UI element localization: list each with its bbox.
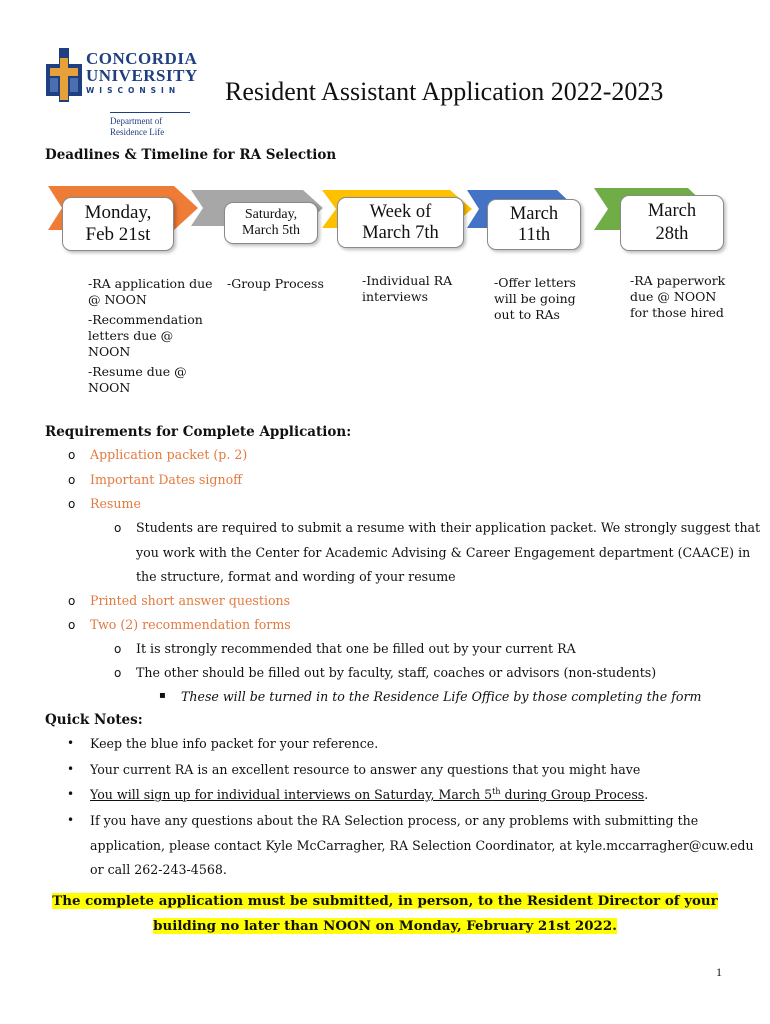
dept-line2: Residence Life xyxy=(110,127,165,137)
step-3-note: -Individual RA interviews xyxy=(362,273,453,304)
circle-bullet-icon: o xyxy=(114,642,122,656)
step-1-notes xyxy=(88,276,218,400)
step-4-label2: 11th xyxy=(517,224,551,245)
circle-bullet-icon: o xyxy=(114,666,122,680)
timeline-step-1 xyxy=(62,197,174,251)
disc-bullet-icon: • xyxy=(67,736,75,750)
resume-subitem-line2: you work with the Center for Academic Advising & Career Engagement department (CAACE) in xyxy=(136,545,751,560)
final-notice-line1 xyxy=(0,893,770,909)
disc-bullet-icon: • xyxy=(67,813,75,827)
circle-bullet-icon: o xyxy=(68,448,76,462)
requirement-item: Application packet (p. 2) xyxy=(90,447,248,462)
square-bullet-icon: ▪ xyxy=(159,690,166,701)
step-2-note: -Group Process xyxy=(227,276,324,291)
logo-wordmark xyxy=(86,50,198,96)
quick-note-interviews xyxy=(90,787,648,802)
step-2-label2: March 5th xyxy=(242,223,300,238)
step-2-notes xyxy=(227,276,337,296)
resume-subitem-line1: Students are required to submit a resume with their application packet. We strongly suggest that xyxy=(136,520,761,535)
step-1-note: -Resume due @ NOON xyxy=(88,364,187,395)
quick-notes-heading: Quick Notes: xyxy=(45,712,143,728)
step-5-label2: 28th xyxy=(655,224,689,244)
step-4-note: -Offer letters will be going out to RAs xyxy=(494,275,576,322)
step-1-note: -Recommendation letters due @ NOON xyxy=(88,312,203,359)
quick-note: Keep the blue info packet for your reference. xyxy=(90,736,379,751)
note3-end: . xyxy=(644,787,649,803)
circle-bullet-icon: o xyxy=(68,618,76,632)
university-logo xyxy=(44,44,198,137)
requirement-item: Two (2) recommendation forms xyxy=(90,617,291,632)
timeline-step-2 xyxy=(224,202,318,244)
quick-note: Your current RA is an excellent resource to answer any questions that you might have xyxy=(90,762,641,777)
page-number: 1 xyxy=(716,965,722,979)
step-1-label1: Monday, xyxy=(84,202,152,223)
final-notice-text2: building no later than NOON on Monday, February 21st 2022. xyxy=(153,918,617,934)
recommendation-subitem: The other should be filled out by faculty, staff, coaches or advisors (non-students) xyxy=(136,665,657,680)
logo-department xyxy=(110,112,190,138)
circle-bullet-icon: o xyxy=(68,594,76,608)
requirement-item: Printed short answer questions xyxy=(90,593,291,608)
note3-pre: You will sign up for individual interviews on Saturday, March 5 xyxy=(90,787,493,803)
recommendation-note: These will be turned in to the Residence Life Office by those completing the form xyxy=(181,689,702,704)
quick-note-line1: If you have any questions about the RA Selection process, or any problems with submitting the xyxy=(90,813,699,828)
requirement-item: Resume xyxy=(90,496,141,511)
cross-shield-icon xyxy=(44,46,84,104)
disc-bullet-icon: • xyxy=(67,762,75,776)
quick-note-line3: or call 262-243-4568. xyxy=(90,862,227,877)
step-1-label2: Feb 21st xyxy=(85,224,151,245)
step-3-notes xyxy=(362,273,462,309)
step-3-label1: Week of xyxy=(369,201,432,222)
timeline-step-5 xyxy=(620,195,724,251)
step-4-label1: March xyxy=(509,203,559,224)
step-4-notes xyxy=(494,275,594,327)
resume-subitem-line3: the structure, format and wording of your resume xyxy=(136,569,456,584)
timeline-step-3 xyxy=(337,197,464,248)
step-2-label1: Saturday, xyxy=(244,207,298,222)
logo-line1: CONCORDIA xyxy=(86,49,198,68)
logo-line2: UNIVERSITY xyxy=(86,66,198,85)
step-3-label2: March 7th xyxy=(362,222,439,243)
circle-bullet-icon: o xyxy=(68,473,76,487)
final-notice-text1: The complete application must be submitted, in person, to the Resident Director of your xyxy=(52,893,718,909)
step-5-label1: March xyxy=(647,201,697,221)
dept-line1: Department of xyxy=(110,116,163,126)
timeline-step-4 xyxy=(487,199,581,250)
requirement-item: Important Dates signoff xyxy=(90,472,243,487)
recommendation-subitem: It is strongly recommended that one be filled out by your current RA xyxy=(136,641,576,656)
requirements-heading: Requirements for Complete Application: xyxy=(45,424,352,440)
note3-sup: th xyxy=(492,787,501,796)
disc-bullet-icon: • xyxy=(67,787,75,801)
note3-post: during Group Process xyxy=(500,787,645,803)
final-notice-line2 xyxy=(0,918,770,934)
circle-bullet-icon: o xyxy=(114,521,122,535)
step-5-notes xyxy=(630,273,735,325)
page-title: Resident Assistant Application 2022-2023 xyxy=(225,77,664,106)
step-5-note: -RA paperwork due @ NOON for those hired xyxy=(630,273,726,320)
logo-line3: WISCONSIN xyxy=(86,86,181,95)
quick-note-line2: application, please contact Kyle McCarragher, RA Selection Coordinator, at kyle.mccarragher@cuw.edu xyxy=(90,838,754,853)
timeline-heading: Deadlines & Timeline for RA Selection xyxy=(45,147,337,163)
step-1-note: -RA application due @ NOON xyxy=(88,276,213,307)
circle-bullet-icon: o xyxy=(68,497,76,511)
